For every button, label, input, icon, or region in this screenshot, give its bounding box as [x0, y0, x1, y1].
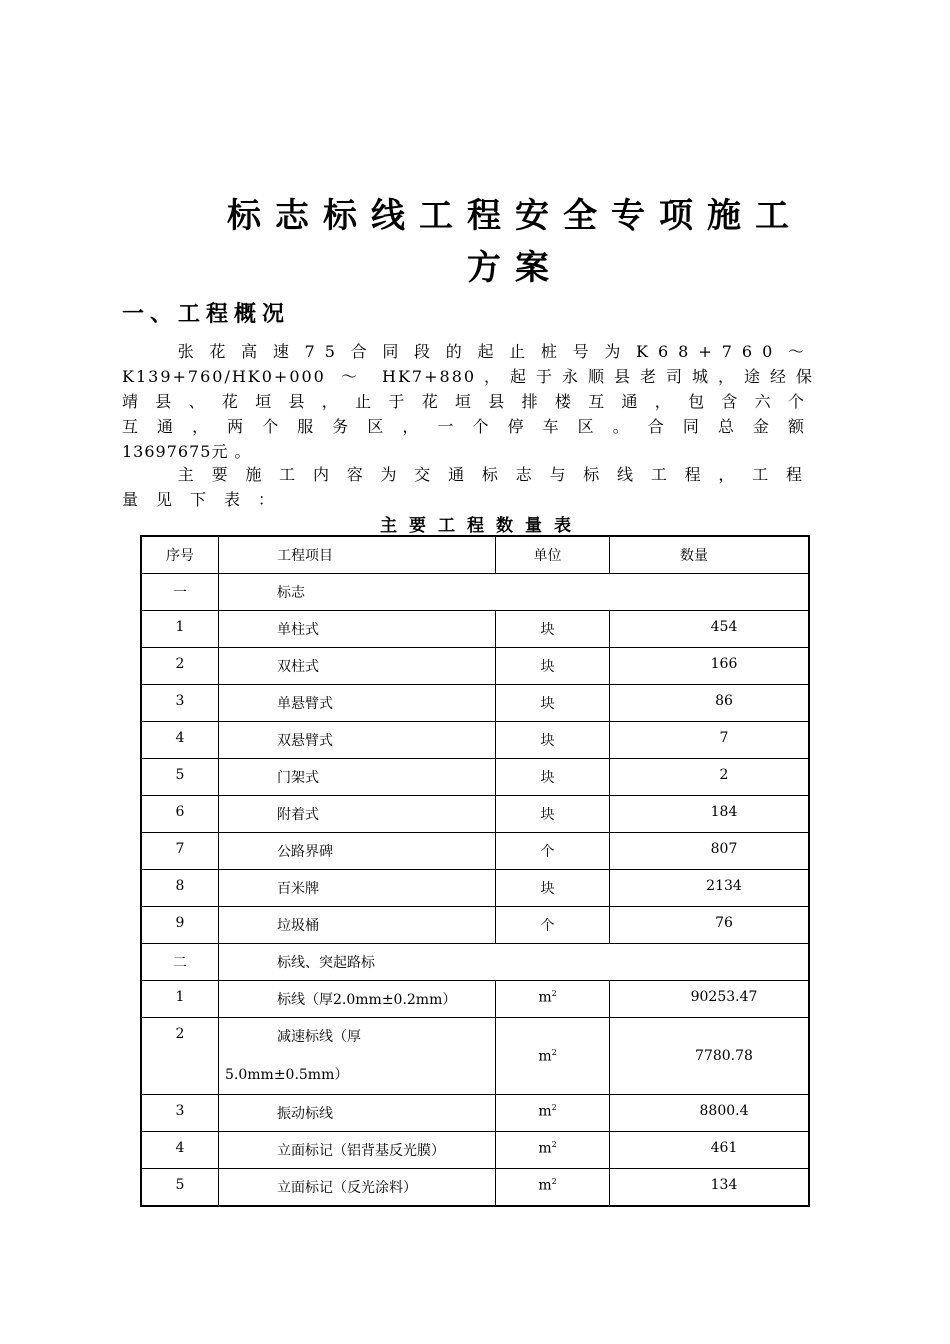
table-row: 4 双悬臂式 块 7 [141, 722, 809, 759]
paragraph-line: 13697675元 。 [122, 442, 252, 461]
table-row: 5 门架式 块 2 [141, 759, 809, 796]
table-row: 1 标线（厚2.0mm±0.2mm） $m^2$ 90253.47 [141, 981, 809, 1018]
header-no: 序号 [141, 536, 219, 574]
table-caption: 主要工程数量表 [380, 516, 583, 536]
paragraph-line: 主要施工内容为交通标志与标线工程，工程 [172, 465, 814, 484]
table-row: 8 百米牌 块 2134 [141, 870, 809, 907]
title-line-1: 标志标线工程安全专项施工 [227, 196, 803, 236]
section-heading: 一、工程概况 [122, 302, 291, 327]
overview-paragraph [122, 339, 814, 464]
table-row: 2 双柱式 块 166 [141, 648, 809, 685]
document-title [215, 190, 815, 294]
paragraph-line: 互通，两个服务区，一个停车区。合同总金额 [122, 417, 814, 436]
table-row: 3 振动标线 $m^2$ 8800.4 [141, 1095, 809, 1132]
table-group-row: 二 标线、突起路标 [141, 944, 809, 981]
header-unit: 单位 [496, 536, 610, 574]
table-row: 9 垃圾桶 个 76 [141, 907, 809, 944]
table-row: 3 单悬臂式 块 86 [141, 685, 809, 722]
table-group-row: 一 标志 [141, 574, 809, 611]
table-row: 6 附着式 块 184 [141, 796, 809, 833]
header-item: 工程项目 [219, 536, 496, 574]
title-line-2: 方案 [467, 248, 563, 288]
paragraph-line: 量见下表： [122, 490, 293, 509]
wrapped-item: 减速标线（厚 5.0mm±0.5mm） [225, 1029, 361, 1083]
table-row: 1 单柱式 块 454 [141, 611, 809, 648]
paragraph-line: 靖县、花垣县，止于花垣县排楼互通，包含六个 [122, 392, 814, 411]
table-row: 5 立面标记（反光涂料） $m^2$ 134 [141, 1169, 809, 1207]
paragraph-line: 张花高速75合同段的起止桩号为K68+760～ [172, 342, 814, 361]
paragraph-line: K139+760/HK0+000 ～ HK7+880，起于永顺县老司城，途经保 [122, 367, 814, 386]
table-row: 7 公路界碑 个 807 [141, 833, 809, 870]
scope-paragraph [122, 462, 814, 512]
table-row: 2 减速标线（厚 5.0mm±0.5mm） $m^2$ 7780.78 [141, 1018, 809, 1095]
header-qty: 数量 [610, 536, 810, 574]
quantity-table [140, 535, 810, 1207]
table-row: 4 立面标记（铝背基反光膜） $m^2$ 461 [141, 1132, 809, 1169]
table-header-row [141, 536, 809, 574]
